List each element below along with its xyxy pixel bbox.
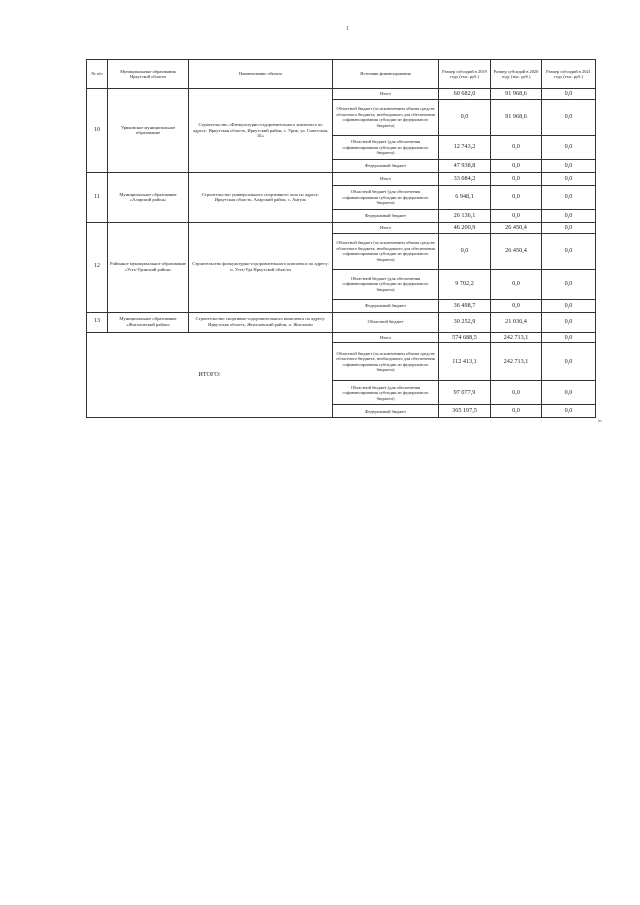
- object-cell: Строительство спортивно-оздоровительного комплекса по адресу: Иркутская область, Жигаловский район, п. Жигалово: [189, 312, 333, 332]
- amount-2019: 9 702,2: [439, 269, 491, 299]
- municipality-cell: Уриковское муниципальное образование: [108, 89, 189, 173]
- header-2020: Размер субсидий в 2020 году (тыс. руб.): [491, 60, 542, 89]
- amount-2019: 0,0: [439, 233, 491, 269]
- source-cell: Областной бюджет (для обеспечения софинансирования субсидии из федерального бюджета): [333, 269, 439, 299]
- amount-2019: 12 743,2: [439, 135, 491, 159]
- object-cell: Строительство «Физкультурно-оздоровительного комплекса по адресу: Иркутская область, Иркутский район, с. Урик, ул. Советская, 1Б»: [189, 89, 333, 173]
- amount-2020: 242 713,1: [491, 332, 542, 343]
- amount-2019: 97 077,9: [439, 381, 491, 405]
- total-row: [87, 332, 596, 343]
- amount-2019: 46 200,9: [439, 222, 491, 233]
- amount-2019: 574 688,5: [439, 332, 491, 343]
- amount-2021: 0,0: [542, 233, 596, 269]
- amount-2020: 0,0: [491, 269, 542, 299]
- source-cell: Итого: [333, 172, 439, 185]
- table-row: [87, 172, 596, 185]
- municipality-cell: Муниципальное образование «Аларский район»: [108, 172, 189, 222]
- amount-2019: 0,0: [439, 99, 491, 135]
- table-row: [87, 89, 596, 100]
- amount-2021: 0,0: [542, 332, 596, 343]
- object-cell: Строительство физкультурно-оздоровительного комплекса по адресу: п. Усть-Уда Иркутской области: [189, 222, 333, 312]
- amount-2019: 6 948,1: [439, 185, 491, 209]
- source-cell: Областной бюджет (за исключением объема средств областного бюджета, необходимого для обеспечения софинансирования субсидии из федерального бюджета): [333, 99, 439, 135]
- header-2019: Размер субсидий в 2019 году (тыс. руб.): [439, 60, 491, 89]
- amount-2021: 0,0: [542, 185, 596, 209]
- amount-2020: 0,0: [491, 185, 542, 209]
- source-cell: Областной бюджет: [333, 312, 439, 332]
- amount-2020: 26 450,4: [491, 233, 542, 269]
- amount-2020: 0,0: [491, 172, 542, 185]
- source-cell: Областной бюджет (для обеспечения софинансирования субсидии из федерального бюджета): [333, 381, 439, 405]
- amount-2019: 365 197,5: [439, 405, 491, 418]
- amount-2021: 0,0: [542, 99, 596, 135]
- header-municipality: Муниципальные образования Иркутской области: [108, 60, 189, 89]
- amount-2019: 112 413,1: [439, 343, 491, 381]
- amount-2021: 0,0: [542, 159, 596, 172]
- amount-2021: 0,0: [542, 89, 596, 100]
- source-cell: Федеральный бюджет: [333, 405, 439, 418]
- amount-2020: 21 036,4: [491, 312, 542, 332]
- amount-2021: 0,0: [542, 405, 596, 418]
- amount-2021: 0,0: [542, 269, 596, 299]
- amount-2021: 0,0: [542, 381, 596, 405]
- amount-2021: 0,0: [542, 222, 596, 233]
- row-number: 10: [87, 89, 108, 173]
- amount-2020: 242 713,1: [491, 343, 542, 381]
- amount-2020: 91 968,6: [491, 99, 542, 135]
- object-cell: Строительство универсального спортивного зала по адресу: Иркутская область, Аларский район, с. Ангуль: [189, 172, 333, 222]
- amount-2020: 26 450,4: [491, 222, 542, 233]
- source-cell: Федеральный бюджет: [333, 209, 439, 222]
- amount-2019: 47 938,8: [439, 159, 491, 172]
- amount-2019: 36 498,7: [439, 299, 491, 312]
- amount-2020: 0,0: [491, 159, 542, 172]
- amount-2021: 0,0: [542, 209, 596, 222]
- source-cell: Итого: [333, 89, 439, 100]
- subsidy-table: [86, 59, 596, 418]
- amount-2020: 0,0: [491, 299, 542, 312]
- amount-2021: 0,0: [542, 135, 596, 159]
- source-cell: Итого: [333, 222, 439, 233]
- municipality-cell: Районное муниципальное образование «Усть-Удинский район»: [108, 222, 189, 312]
- page-number: 1: [346, 26, 349, 32]
- header-2021: Размер субсидий в 2021 году (тыс. руб.): [542, 60, 596, 89]
- amount-2021: 0,0: [542, 299, 596, 312]
- amount-2020: 0,0: [491, 135, 542, 159]
- amount-2019: 60 682,0: [439, 89, 491, 100]
- source-cell: Итого: [333, 332, 439, 343]
- municipality-cell: Муниципальное образование «Жигаловский район»: [108, 312, 189, 332]
- total-label: ИТОГО:: [87, 332, 333, 418]
- closing-quote-mark: ».: [598, 418, 603, 424]
- amount-2020: 0,0: [491, 381, 542, 405]
- source-cell: Федеральный бюджет: [333, 159, 439, 172]
- header-source: Источник финансирования: [333, 60, 439, 89]
- amount-2021: 0,0: [542, 172, 596, 185]
- header-object: Наименование объекта: [189, 60, 333, 89]
- row-number: 11: [87, 172, 108, 222]
- header-row: [87, 60, 596, 89]
- source-cell: Областной бюджет (за исключением объема средств областного бюджета, необходимого для обеспечения софинансирования субсидии из федерального бюджета): [333, 233, 439, 269]
- amount-2021: 0,0: [542, 312, 596, 332]
- header-number: № п/п: [87, 60, 108, 89]
- amount-2019: 26 136,1: [439, 209, 491, 222]
- amount-2019: 33 084,2: [439, 172, 491, 185]
- row-number: 13: [87, 312, 108, 332]
- amount-2020: 0,0: [491, 405, 542, 418]
- table-row: [87, 222, 596, 233]
- amount-2020: 0,0: [491, 209, 542, 222]
- amount-2019: 30 252,9: [439, 312, 491, 332]
- source-cell: Областной бюджет (для обеспечения софинансирования субсидии из федерального бюджета): [333, 135, 439, 159]
- table-row: [87, 312, 596, 332]
- row-number: 12: [87, 222, 108, 312]
- amount-2020: 91 968,6: [491, 89, 542, 100]
- source-cell: Областной бюджет (за исключением объема средств областного бюджета, необходимого для обеспечения софинансирования субсидии из федерального бюджета): [333, 343, 439, 381]
- amount-2021: 0,0: [542, 343, 596, 381]
- source-cell: Областной бюджет (для обеспечения софинансирования субсидии из федерального бюджета): [333, 185, 439, 209]
- source-cell: Федеральный бюджет: [333, 299, 439, 312]
